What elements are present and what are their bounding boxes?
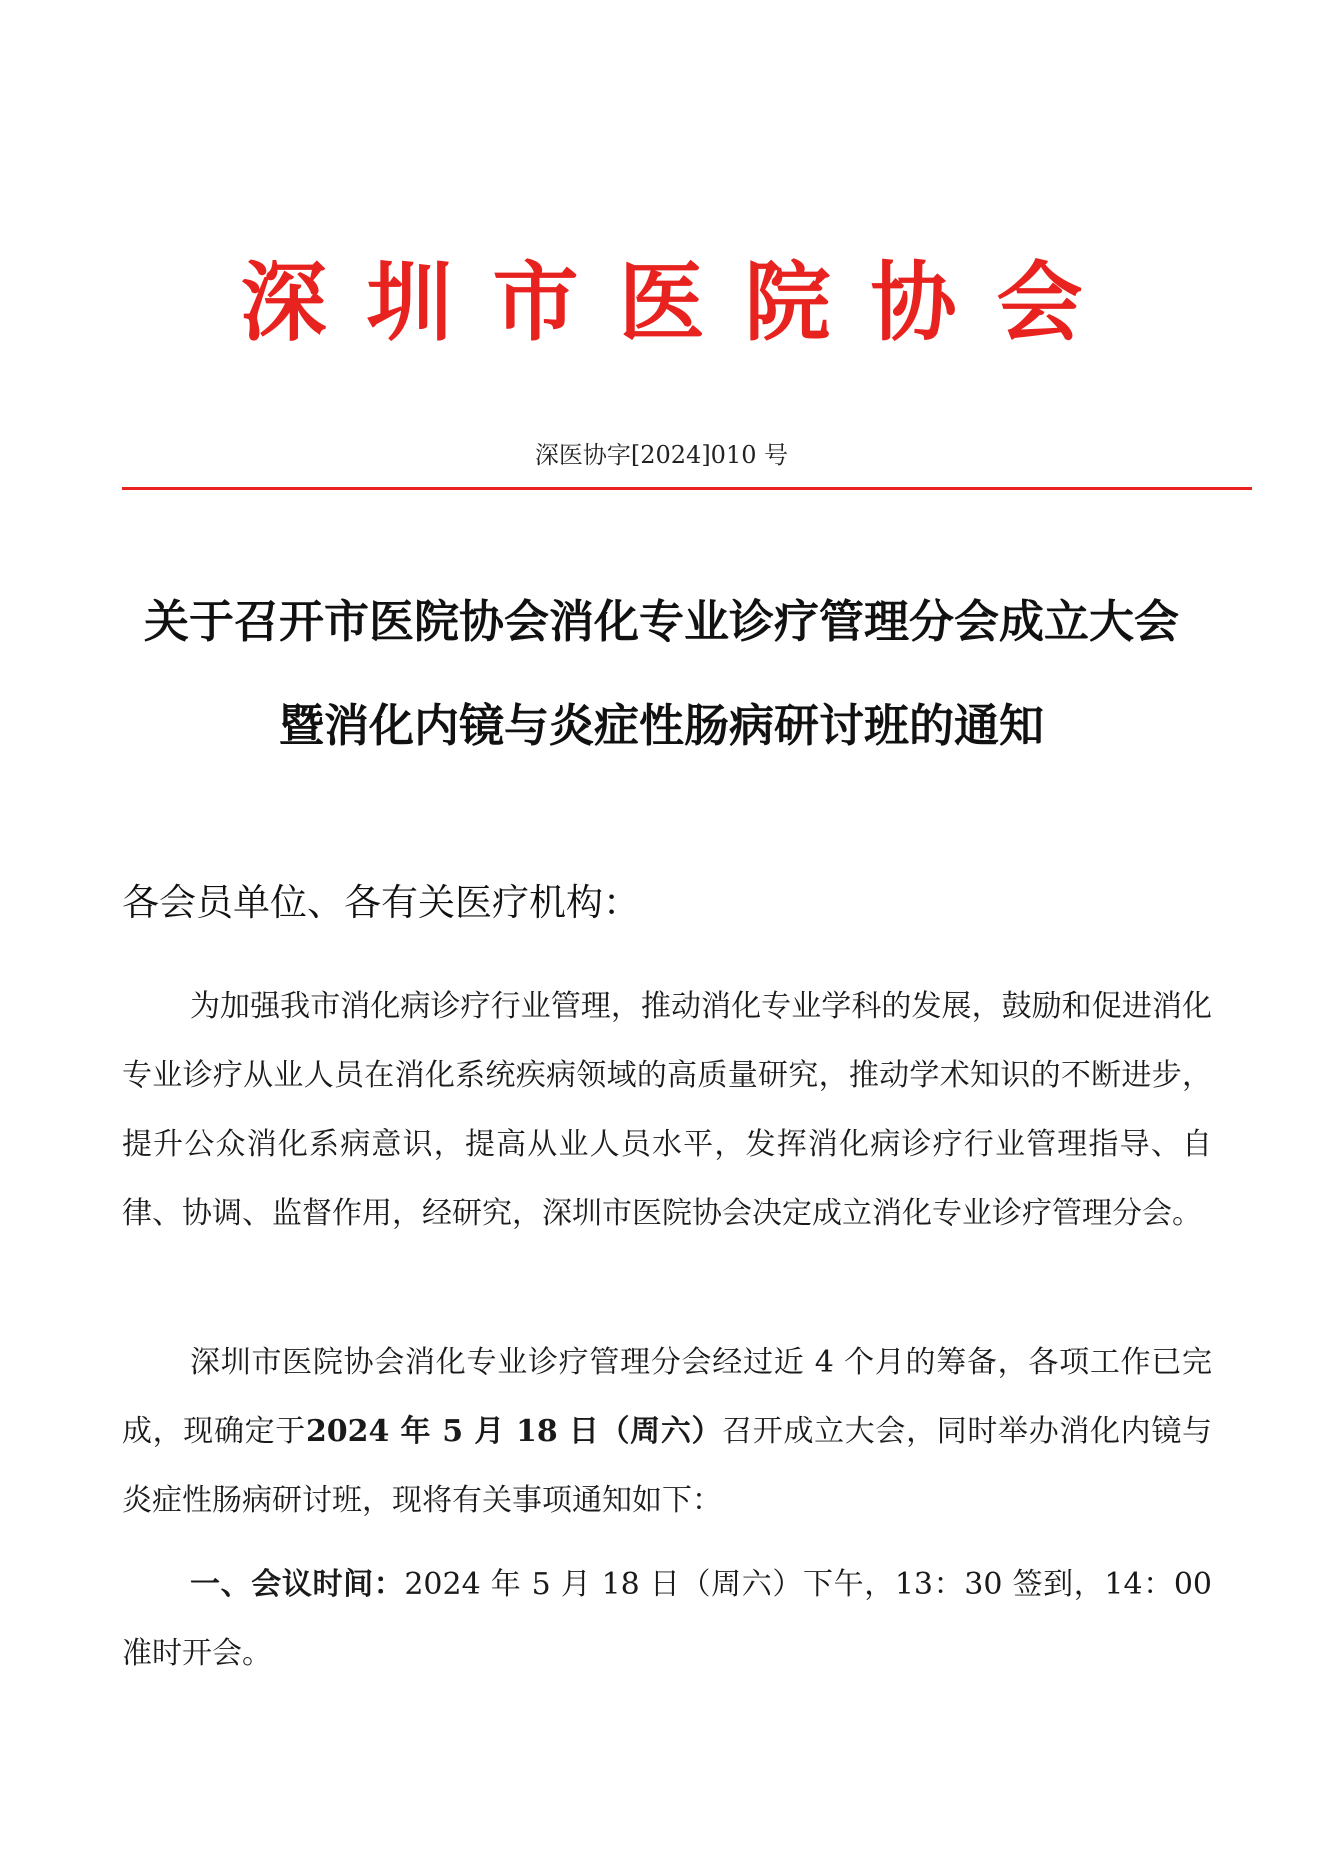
section-1-meeting-time: [122, 1550, 1212, 1688]
organization-title: 深圳市医院协会: [240, 253, 1123, 353]
header-divider: [122, 487, 1252, 490]
document-number: 深医协字[2024]010 号: [534, 441, 789, 469]
meeting-date-highlight: 2024 年 5 月 18 日（周六）: [305, 1414, 723, 1449]
paragraph-2: [122, 1328, 1212, 1535]
paragraph-2-part-1: 深圳市医院协会消化专业诊疗管理分会经过近 4 个月的筹备，各项工作已完成，现确定于: [122, 1345, 1212, 1449]
notice-title-line-1: 关于召开市医院协会消化专业诊疗管理分会成立大会: [143, 595, 1179, 648]
paragraph-1: 为加强我市消化病诊疗行业管理，推动消化专业学科的发展，鼓励和促进消化专业诊疗从业人员在消化系统疾病领域的高质量研究，推动学术知识的不断进步，提升公众消化系病意识，提高从业人员水平，发挥消化病诊疗行业管理指导、自律、协调、监督作用，经研究，深圳市医院协会决定成立消化专业诊疗管理分会。: [122, 989, 1212, 1231]
salutation: 各会员单位、各有关医疗机构：: [122, 881, 640, 924]
notice-title-line-2: 暨消化内镜与炎症性肠病研讨班的通知: [278, 699, 1044, 752]
paragraph-2-part-2: 召开成立大会，同时举办消化内镜与炎症性肠病研讨班，现将有关事项通知如下：: [122, 1414, 1212, 1518]
section-1-text: 2024 年 5 月 18 日（周六）下午，13：30 签到，14：00 准时开会。: [122, 1567, 1212, 1671]
section-1-heading: 一、会议时间：: [190, 1567, 405, 1602]
